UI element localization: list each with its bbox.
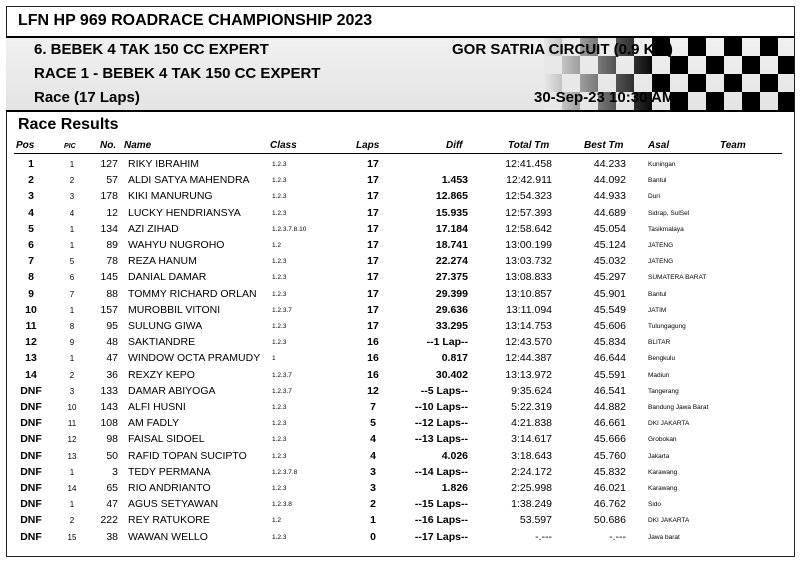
total-time-cell: 1:38.249: [511, 498, 552, 511]
best-time-cell: 45.606: [593, 320, 626, 332]
best-time-cell: 45.832: [593, 465, 626, 478]
pos-cell: 9: [28, 287, 34, 300]
class-cell: 1.2.3: [272, 323, 287, 330]
diff-cell: 17.184: [435, 222, 468, 235]
header-rule: [14, 153, 782, 154]
class-cell: 1.2.3: [272, 177, 287, 185]
diff-cell: --15 Laps--: [414, 498, 468, 511]
total-time-cell: 13:13.972: [505, 368, 552, 381]
class-cell: 1.2.3: [272, 193, 287, 201]
col-no: No.: [100, 140, 117, 151]
laps-cell: 17: [367, 271, 379, 284]
diff-cell: 30.402: [435, 368, 468, 381]
diff-cell: 22.274: [435, 255, 468, 268]
pos-cell: 1: [28, 158, 34, 170]
pos-cell: DNF: [20, 482, 42, 494]
laps-cell: 17: [367, 239, 379, 251]
table-row: [0, 172, 800, 188]
table-row: [0, 318, 800, 334]
class-cell: 1.2.3: [272, 274, 287, 282]
pos-cell: 11: [25, 320, 37, 332]
col-pos: Pos: [16, 140, 35, 151]
class-cell: 1.2.3: [272, 485, 287, 492]
origin-cell: JATENG: [648, 242, 674, 249]
diff-cell: 4.026: [441, 449, 468, 462]
laps-cell: 17: [367, 222, 379, 235]
event-circuit: GOR SATRIA CIRCUIT (0.9 Km): [452, 41, 673, 58]
name-cell: DAMAR ABIYOGA: [128, 384, 216, 397]
origin-cell: Jawa barat: [648, 533, 680, 541]
pos-cell: DNF: [20, 433, 42, 446]
diff-cell: 12.865: [435, 190, 468, 203]
diff-cell: 0.817: [441, 352, 468, 365]
pic-cell: 9: [69, 338, 75, 348]
total-time-cell: 53.597: [519, 514, 552, 527]
col-team: Team: [720, 140, 746, 151]
diff-cell: --1 Lap--: [426, 336, 468, 349]
col-class: Class: [270, 140, 297, 151]
table-row: [0, 188, 800, 204]
best-time-cell: 45.760: [593, 449, 626, 462]
pos-cell: 5: [28, 222, 34, 235]
laps-cell: 12: [367, 384, 379, 397]
number-cell: 127: [100, 158, 118, 170]
pos-cell: 7: [28, 255, 34, 268]
table-row: [0, 205, 800, 221]
class-cell: 1.2.3: [272, 452, 287, 460]
class-cell: 1: [272, 355, 276, 363]
origin-cell: Bantul: [648, 290, 667, 298]
diff-cell: --10 Laps--: [414, 401, 468, 413]
name-cell: DANIAL DAMAR: [128, 271, 207, 284]
name-cell: KIKI MANURUNG: [128, 190, 213, 203]
origin-cell: BLITAR: [648, 339, 671, 347]
pos-cell: DNF: [20, 498, 42, 511]
best-time-cell: 45.901: [593, 287, 626, 300]
table-row: [0, 448, 800, 464]
origin-cell: Bengkulu: [648, 355, 676, 363]
total-time-cell: 4:21.838: [511, 417, 552, 430]
table-row: [0, 496, 800, 512]
diff-cell: --13 Laps--: [414, 433, 468, 446]
diff-cell: 1.826: [441, 482, 468, 494]
diff-cell: 29.636: [435, 303, 468, 316]
number-cell: 47: [106, 352, 118, 365]
table-row: [0, 350, 800, 366]
table-row: [0, 512, 800, 528]
total-time-cell: 2:24.172: [511, 465, 552, 478]
origin-cell: Tasikmalaya: [648, 225, 684, 233]
laps-cell: 17: [367, 174, 379, 187]
number-cell: 38: [106, 530, 118, 543]
number-cell: 98: [106, 433, 118, 446]
col-total: Total Tm: [508, 140, 550, 151]
laps-cell: 3: [370, 482, 376, 494]
name-cell: TEDY PERMANA: [128, 465, 211, 478]
table-row: [0, 415, 800, 431]
pic-cell: 1: [69, 500, 75, 510]
origin-cell: JATIM: [648, 306, 667, 314]
laps-cell: 7: [370, 401, 376, 413]
number-cell: 143: [100, 401, 118, 413]
number-cell: 145: [100, 271, 118, 284]
laps-cell: 17: [367, 190, 379, 203]
class-cell: 1.2.3: [272, 404, 287, 411]
pos-cell: DNF: [20, 401, 42, 413]
laps-cell: 16: [367, 336, 379, 349]
laps-cell: 17: [367, 287, 379, 300]
number-cell: 65: [106, 482, 118, 494]
origin-cell: JATENG: [648, 258, 674, 266]
event-class: 6. BEBEK 4 TAK 150 CC EXPERT: [34, 41, 269, 58]
best-time-cell: 45.032: [593, 255, 626, 268]
best-time-cell: 50.686: [593, 514, 626, 527]
laps-cell: 16: [367, 352, 379, 365]
best-time-cell: 44.233: [593, 158, 626, 170]
pic-cell: 2: [69, 176, 75, 186]
pos-cell: 10: [25, 303, 37, 316]
best-time-cell: 46.762: [593, 498, 626, 511]
col-asal: Asal: [648, 140, 670, 151]
table-row: [0, 269, 800, 285]
name-cell: REZA HANUM: [128, 255, 197, 268]
origin-cell: Grobokan: [648, 436, 677, 444]
name-cell: WAWAN WELLO: [128, 530, 208, 543]
best-time-cell: 46.644: [593, 352, 626, 365]
total-time-cell: 13:00.199: [505, 239, 552, 251]
pic-cell: 2: [69, 516, 75, 526]
pic-cell: 4: [69, 208, 75, 218]
pic-cell: 1: [69, 224, 75, 234]
name-cell: MUROBBIL VITONI: [128, 303, 221, 316]
pic-cell: 5: [69, 257, 75, 267]
best-time-cell: 44.933: [593, 190, 626, 203]
pic-cell: 3: [69, 386, 75, 396]
pic-cell: 1: [69, 354, 75, 364]
total-time-cell: 12:44.387: [505, 352, 552, 365]
pic-cell: 1: [69, 305, 75, 315]
class-cell: 1.2.3.8: [272, 501, 292, 509]
laps-cell: 4: [370, 433, 376, 446]
name-cell: ALDI SATYA MAHENDRA: [128, 174, 250, 187]
name-cell: LUCKY HENDRIANSYA: [128, 206, 241, 219]
class-cell: 1.2.3: [272, 533, 287, 541]
origin-cell: Sidrap, SulSel: [648, 209, 690, 217]
pos-cell: 2: [28, 174, 34, 187]
event-header: [6, 38, 794, 112]
class-cell: 1.2.3.7: [272, 387, 292, 395]
pic-cell: 15: [67, 532, 77, 542]
total-time-cell: 3:14.617: [511, 433, 552, 446]
laps-cell: 1: [370, 514, 376, 527]
class-cell: 1.2.3: [272, 290, 287, 298]
total-time-cell: 12:42.911: [506, 174, 552, 187]
diff-cell: --12 Laps--: [414, 417, 468, 430]
pic-cell: 1: [69, 467, 75, 477]
number-cell: 222: [100, 514, 118, 527]
origin-cell: Madiun: [648, 371, 670, 379]
laps-cell: 17: [367, 206, 379, 219]
number-cell: 3: [112, 465, 118, 478]
name-cell: AM FADLY: [128, 417, 180, 430]
diff-cell: --17 Laps--: [414, 530, 468, 543]
number-cell: 89: [106, 239, 118, 251]
total-time-cell: 13:03.732: [505, 255, 552, 268]
number-cell: 178: [100, 190, 118, 203]
number-cell: 47: [106, 498, 118, 511]
number-cell: 50: [106, 449, 118, 462]
name-cell: REXZY KEPO: [128, 368, 195, 381]
laps-cell: 5: [370, 417, 376, 430]
origin-cell: Karawang: [648, 485, 678, 492]
origin-cell: DKI JAKARTA: [648, 517, 690, 525]
class-cell: 1.2.3: [272, 161, 287, 168]
pos-cell: DNF: [20, 514, 42, 527]
pic-cell: 1: [69, 160, 75, 169]
number-cell: 57: [106, 174, 118, 187]
name-cell: WINDOW OCTA PRAMUDY: [128, 352, 261, 365]
table-row: [0, 399, 800, 415]
pos-cell: DNF: [20, 530, 42, 543]
pos-cell: 3: [28, 190, 34, 203]
origin-cell: Bantul: [648, 177, 667, 185]
total-time-cell: 12:57.393: [505, 206, 552, 219]
name-cell: AGUS SETYAWAN: [128, 498, 219, 511]
name-cell: REY RATUKORE: [128, 514, 210, 527]
championship-title: LFN HP 969 ROADRACE CHAMPIONSHIP 2023: [18, 12, 373, 29]
best-time-cell: 45.591: [593, 368, 626, 381]
name-cell: SAKTIANDRE: [128, 336, 196, 349]
number-cell: 48: [106, 336, 118, 349]
col-name: Name: [124, 140, 152, 151]
class-cell: 1.2.3.7.8.10: [272, 225, 307, 233]
number-cell: 133: [100, 384, 118, 397]
origin-cell: Jakarta: [648, 452, 670, 460]
total-time-cell: 13:11.094: [506, 303, 552, 316]
name-cell: AZI ZIHAD: [128, 222, 179, 235]
best-time-cell: 45.834: [593, 336, 626, 349]
pos-cell: DNF: [20, 465, 42, 478]
pos-cell: DNF: [20, 449, 42, 462]
name-cell: RAFID TOPAN SUCIPTO: [128, 449, 247, 462]
name-cell: WAHYU NUGROHO: [128, 239, 225, 251]
total-time-cell: 3:18.643: [511, 449, 552, 462]
number-cell: 95: [106, 320, 118, 332]
class-cell: 1.2.3: [272, 339, 287, 347]
table-row: [0, 253, 800, 269]
pic-cell: 13: [67, 451, 77, 461]
pic-cell: 2: [69, 370, 75, 380]
name-cell: TOMMY RICHARD ORLAN: [128, 287, 257, 300]
laps-cell: 3: [370, 465, 376, 478]
best-time-cell: 44.882: [593, 401, 626, 413]
class-cell: 1.2.3.7.8: [272, 468, 298, 476]
origin-cell: Kuningan: [648, 161, 676, 168]
pic-cell: 6: [69, 273, 75, 283]
origin-cell: Sido: [648, 501, 662, 509]
origin-cell: Bandung Jawa Barat: [648, 404, 709, 411]
pos-cell: 14: [25, 368, 37, 381]
pos-cell: 6: [28, 239, 34, 251]
table-row: [0, 302, 800, 318]
name-cell: SULUNG GIWA: [128, 320, 203, 332]
class-cell: 1.2.3.7: [272, 306, 292, 314]
event-laps: Race (17 Laps): [34, 89, 140, 106]
laps-cell: 17: [367, 303, 379, 316]
table-row: [0, 237, 800, 253]
pic-cell: 11: [67, 419, 77, 429]
pos-cell: 8: [28, 271, 34, 284]
table-row: [0, 431, 800, 447]
name-cell: RIKY IBRAHIM: [128, 158, 199, 170]
origin-cell: Tulungagung: [648, 323, 686, 330]
origin-cell: Duri: [648, 193, 660, 201]
best-time-cell: 46.661: [593, 417, 626, 430]
pos-cell: DNF: [20, 384, 42, 397]
pic-cell: 14: [67, 484, 77, 493]
col-best: Best Tm: [584, 140, 624, 151]
section-title: Race Results: [18, 116, 119, 133]
table-row: [0, 286, 800, 302]
laps-cell: 17: [367, 320, 379, 332]
total-time-cell: 13:14.753: [505, 320, 552, 332]
total-time-cell: 13:10.857: [505, 287, 552, 300]
table-row: [0, 480, 800, 496]
table-row: [0, 367, 800, 383]
number-cell: 88: [106, 287, 118, 300]
class-cell: 1.2.3: [272, 436, 287, 444]
best-time-cell: 44.689: [593, 206, 626, 219]
best-time-cell: 45.666: [593, 433, 626, 446]
diff-cell: 27.375: [435, 271, 468, 284]
number-cell: 78: [106, 255, 118, 268]
origin-cell: Tangerang: [648, 387, 679, 395]
name-cell: ALFI HUSNI: [128, 401, 186, 413]
class-cell: 1.2.3: [272, 209, 287, 217]
laps-cell: 4: [370, 449, 376, 462]
pic-cell: 1: [69, 241, 75, 250]
diff-cell: --14 Laps--: [414, 465, 468, 478]
table-row: [0, 464, 800, 480]
total-time-cell: -.---: [535, 530, 552, 543]
name-cell: RIO ANDRIANTO: [128, 482, 211, 494]
number-cell: 12: [106, 206, 118, 219]
best-time-cell: 46.021: [593, 482, 626, 494]
class-cell: 1.2.3: [272, 258, 287, 266]
pos-cell: 13: [25, 352, 37, 365]
best-time-cell: 44.092: [593, 174, 626, 187]
number-cell: 36: [106, 368, 118, 381]
diff-cell: 15.935: [435, 206, 468, 219]
class-cell: 1.2.3.7: [272, 371, 292, 379]
event-race: RACE 1 - BEBEK 4 TAK 150 CC EXPERT: [34, 65, 321, 82]
diff-cell: 1.453: [441, 174, 468, 187]
total-time-cell: 12:54.323: [505, 190, 552, 203]
name-cell: FAISAL SIDOEL: [128, 433, 205, 446]
diff-cell: --5 Laps--: [420, 384, 468, 397]
best-time-cell: 45.124: [593, 239, 626, 251]
pic-cell: 3: [69, 192, 75, 202]
total-time-cell: 12:58.642: [505, 222, 552, 235]
laps-cell: 2: [370, 498, 376, 511]
laps-cell: 17: [367, 255, 379, 268]
diff-cell: --16 Laps--: [414, 514, 468, 527]
pic-cell: 12: [67, 435, 77, 445]
best-time-cell: 46.541: [593, 384, 626, 397]
pic-cell: 10: [67, 403, 77, 412]
pos-cell: 4: [28, 206, 34, 219]
best-time-cell: 45.297: [593, 271, 626, 284]
laps-cell: 17: [367, 158, 379, 170]
class-cell: 1.2.3: [272, 420, 287, 428]
origin-cell: DKI JAKARTA: [648, 420, 690, 428]
table-row: [0, 156, 800, 172]
total-time-cell: 2:25.998: [511, 482, 552, 494]
pic-cell: 8: [69, 322, 75, 331]
laps-cell: 16: [367, 368, 379, 381]
event-datetime: 30-Sep-23 10:30 AM: [534, 89, 675, 106]
number-cell: 157: [100, 303, 118, 316]
class-cell: 1.2: [272, 517, 282, 525]
best-time-cell: -.---: [609, 530, 626, 543]
col-laps: Laps: [356, 140, 380, 151]
table-row: [0, 334, 800, 350]
total-time-cell: 12:41.458: [505, 158, 552, 170]
total-time-cell: 5:22.319: [511, 401, 552, 413]
table-row: [0, 221, 800, 237]
diff-cell: 29.399: [435, 287, 468, 300]
origin-cell: SUMATERA BARAT: [648, 274, 707, 282]
number-cell: 108: [100, 417, 118, 430]
class-cell: 1.2: [272, 242, 282, 249]
total-time-cell: 12:43.570: [505, 336, 552, 349]
diff-cell: 33.295: [435, 320, 468, 332]
origin-cell: Karawang: [648, 468, 678, 476]
col-diff: Diff: [446, 140, 463, 151]
laps-cell: 0: [370, 530, 376, 543]
best-time-cell: 45.549: [593, 303, 626, 316]
pic-cell: 7: [69, 289, 75, 299]
table-row: [0, 383, 800, 399]
pos-cell: DNF: [20, 417, 42, 430]
total-time-cell: 13:08.833: [505, 271, 552, 284]
col-pic: PIC: [64, 143, 76, 150]
total-time-cell: 9:35.624: [511, 384, 552, 397]
pos-cell: 12: [25, 336, 37, 349]
table-row: [0, 529, 800, 545]
diff-cell: 18.741: [435, 239, 468, 251]
best-time-cell: 45.054: [593, 222, 626, 235]
number-cell: 134: [100, 222, 118, 235]
